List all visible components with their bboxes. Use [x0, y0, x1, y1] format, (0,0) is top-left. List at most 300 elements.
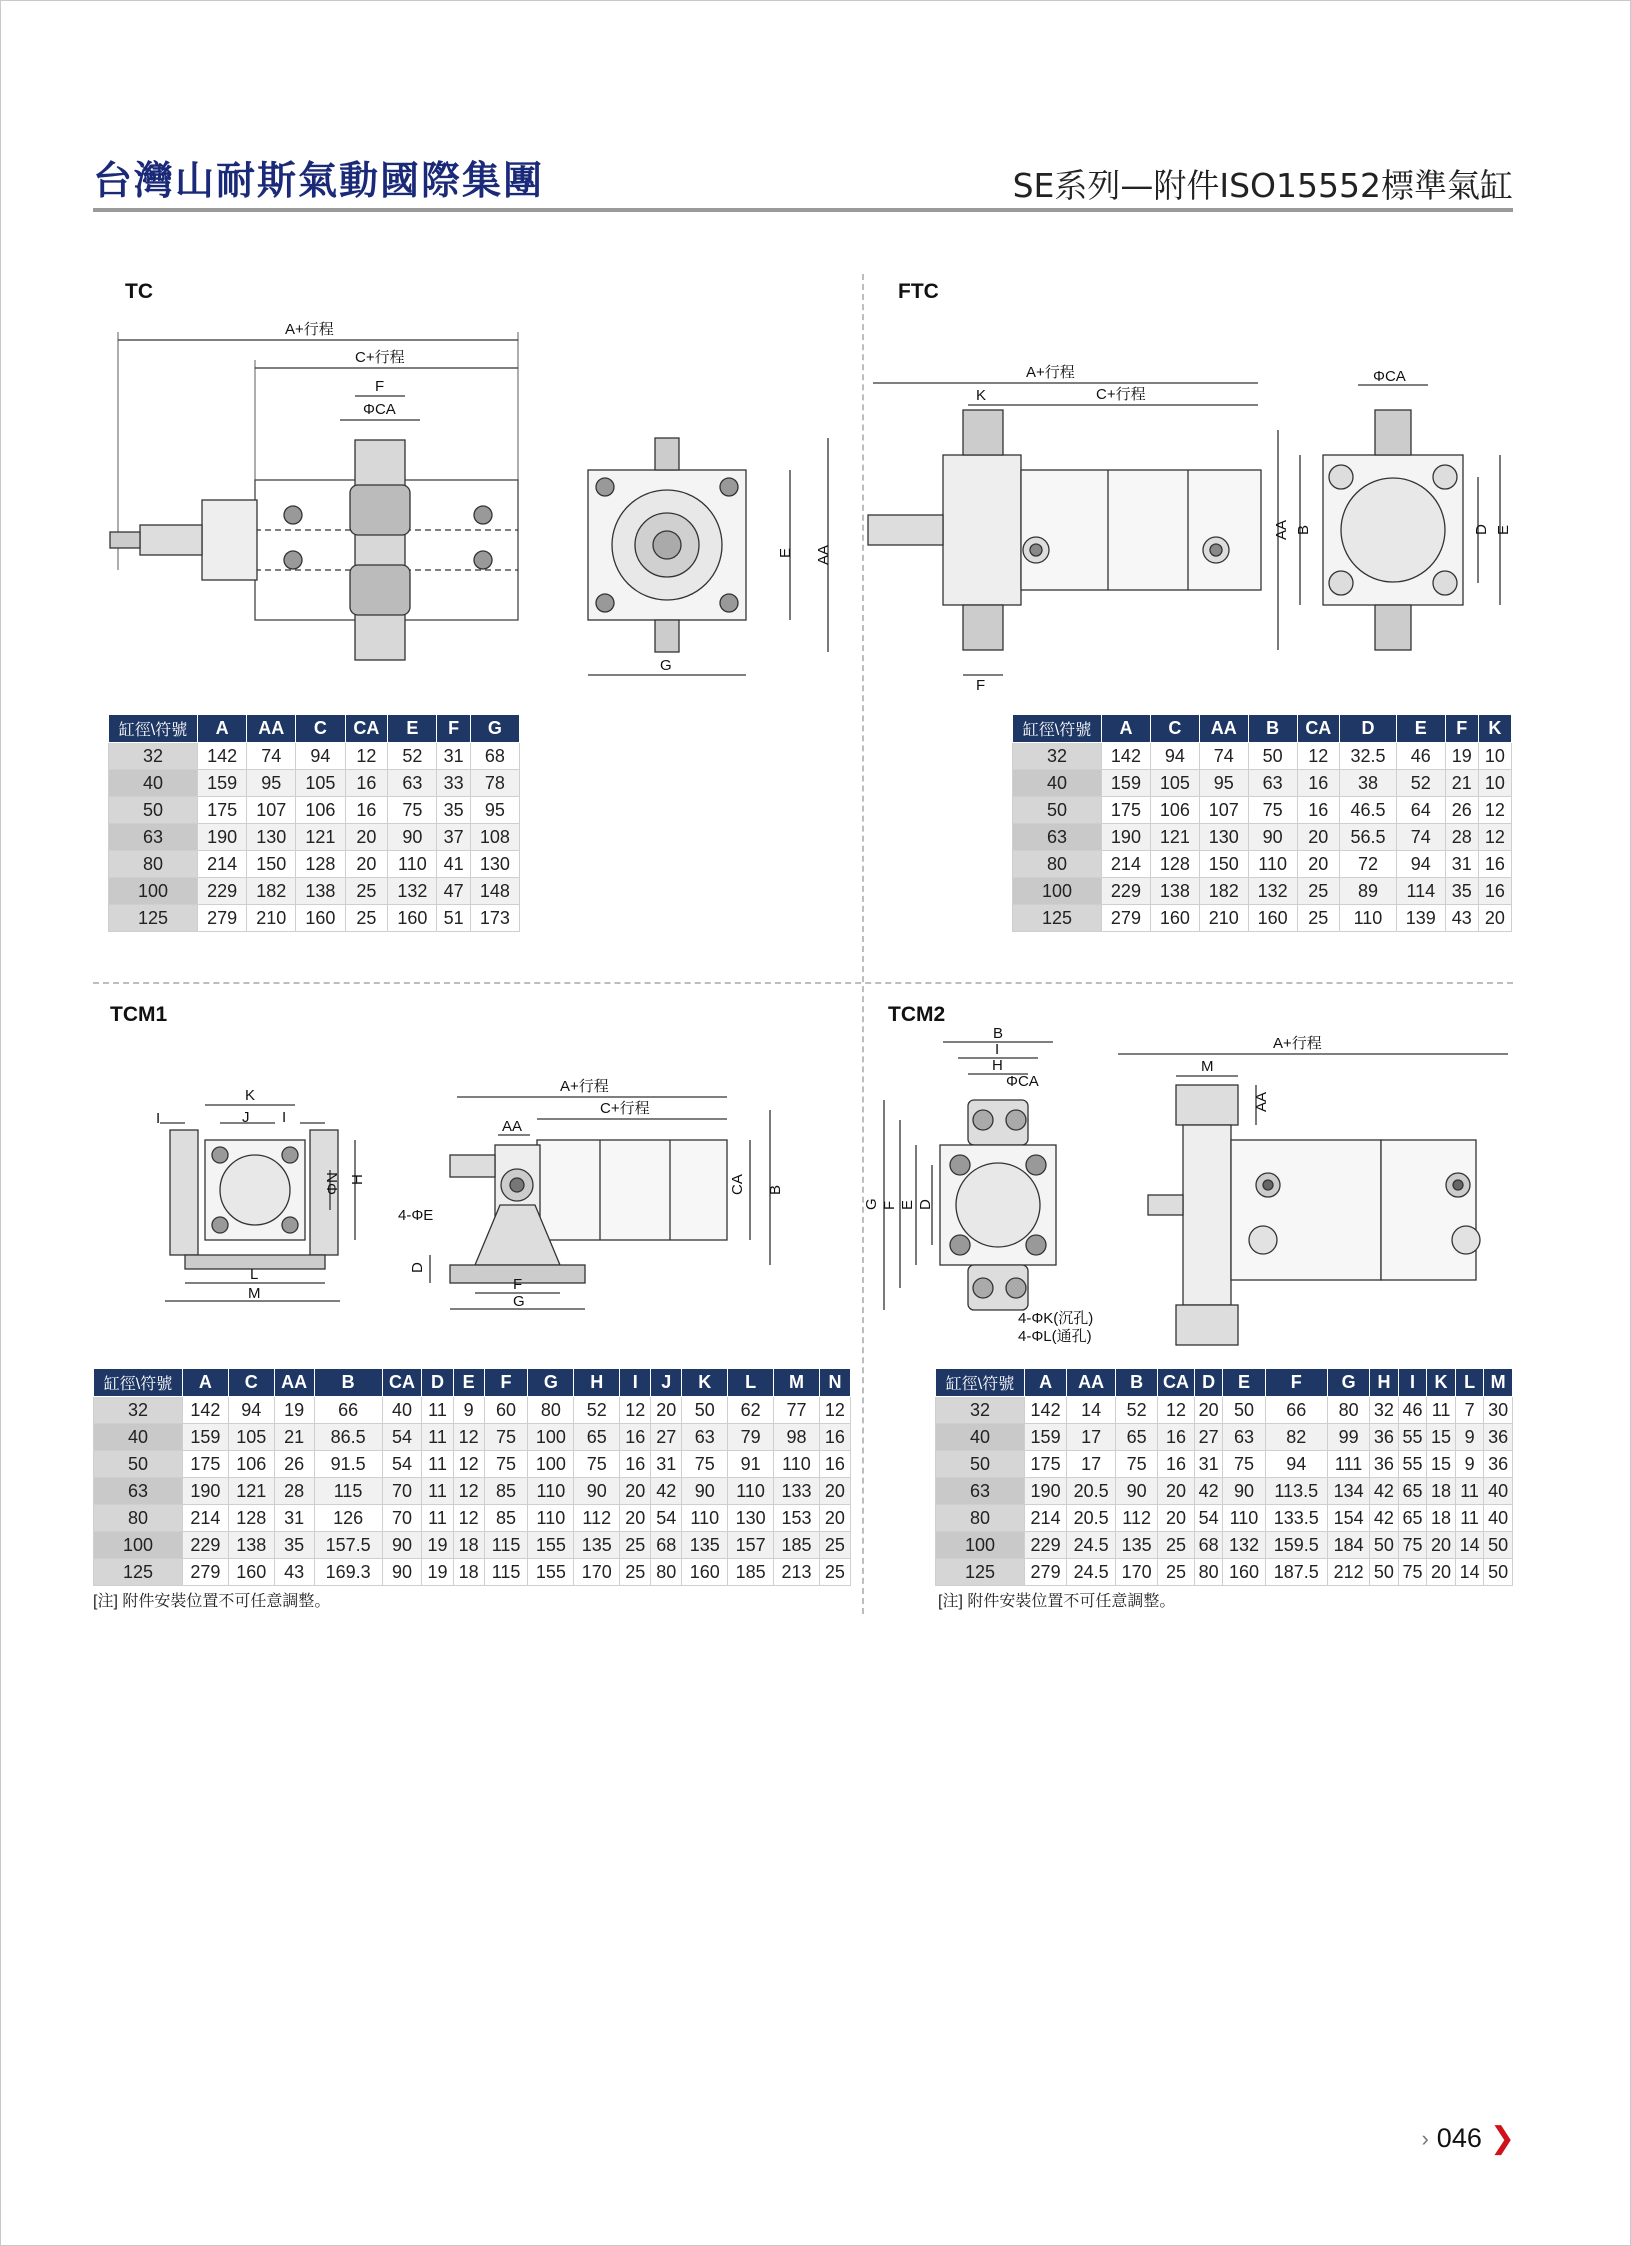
table-cell: 159 [198, 770, 247, 797]
table-cell: 20 [620, 1505, 651, 1532]
table-cell: 63 [1013, 824, 1102, 851]
table-cell: 126 [314, 1505, 382, 1532]
table-cell: 128 [228, 1505, 274, 1532]
table-row [936, 1397, 1513, 1424]
table-cell: 100 [1013, 878, 1102, 905]
table-cell: 110 [528, 1505, 574, 1532]
table-row [1013, 770, 1512, 797]
table-cell: 190 [198, 824, 247, 851]
table-cell: 35 [1445, 878, 1478, 905]
table-cell: 32 [1370, 1397, 1399, 1424]
table-cell: 21 [1445, 770, 1478, 797]
table-cell: 50 [936, 1451, 1025, 1478]
tcm2-label-four-phi-l: 4-ΦL(通孔) [1018, 1328, 1092, 1345]
table-cell: 170 [574, 1559, 620, 1586]
table-cell: 75 [388, 797, 437, 824]
tcm1-label-ca: CA [729, 1174, 746, 1195]
table-cell: 75 [1223, 1451, 1265, 1478]
tcm2-label-phi-ca: ΦCA [1006, 1073, 1039, 1090]
table-cell: 18 [1427, 1478, 1456, 1505]
table-cell: 110 [774, 1451, 820, 1478]
table-cell: 35 [437, 797, 470, 824]
table-header-cell: E [388, 715, 437, 743]
tcm2-label-d: D [917, 1199, 934, 1210]
table-cell: 108 [470, 824, 519, 851]
table-cell: 190 [183, 1478, 229, 1505]
table-cell: 68 [470, 743, 519, 770]
table-cell: 80 [651, 1559, 682, 1586]
section-title-tc: TC [125, 280, 153, 303]
table-cell: 130 [1199, 824, 1248, 851]
table-cell: 52 [388, 743, 437, 770]
table-cell: 46 [1396, 743, 1445, 770]
table-cell: 21 [274, 1424, 314, 1451]
tc-label-g: G [660, 657, 672, 674]
table-row [109, 824, 520, 851]
tcm1-label-phi-n: ΦN [324, 1172, 341, 1195]
table-cell: 31 [274, 1505, 314, 1532]
table-cell: 150 [1199, 851, 1248, 878]
table-cell: 42 [1194, 1478, 1223, 1505]
table-cell: 157.5 [314, 1532, 382, 1559]
table-cell: 68 [1194, 1532, 1223, 1559]
table-header-cell: E [1396, 715, 1445, 743]
table-header-cell: A [1025, 1369, 1067, 1397]
table-cell: 20 [651, 1397, 682, 1424]
table-cell: 125 [936, 1559, 1025, 1586]
table-cell: 26 [1445, 797, 1478, 824]
table-cell: 12 [453, 1451, 484, 1478]
table-cell: 105 [228, 1424, 274, 1451]
table-header-cell: AA [247, 715, 296, 743]
table-cell: 37 [437, 824, 470, 851]
table-row [109, 878, 520, 905]
tcm1-label-i-left: I [156, 1110, 161, 1127]
table-cell: 11 [1427, 1397, 1456, 1424]
table-cell: 47 [437, 878, 470, 905]
table-cell: 68 [651, 1532, 682, 1559]
tcm2-label-aa: AA [1253, 1091, 1270, 1112]
table-cell: 75 [1116, 1451, 1158, 1478]
tcm1-label-k: K [245, 1087, 256, 1104]
table-cell: 279 [1102, 905, 1151, 932]
table-cell: 94 [1150, 743, 1199, 770]
table-cell: 142 [198, 743, 247, 770]
table-header-cell: 缸徑\符號 [94, 1369, 183, 1397]
table-cell: 160 [388, 905, 437, 932]
table-cell: 94 [228, 1397, 274, 1424]
table-cell: 148 [470, 878, 519, 905]
ftc-label-aa: AA [1273, 519, 1290, 540]
table-cell: 51 [437, 905, 470, 932]
table-cell: 159.5 [1265, 1532, 1328, 1559]
table-row [94, 1505, 851, 1532]
table-cell: 20 [1297, 851, 1340, 878]
table-header-cell: F [484, 1369, 528, 1397]
table-cell: 90 [382, 1532, 422, 1559]
table-cell: 16 [345, 770, 388, 797]
tc-label-aa: AA [815, 544, 832, 565]
table-cell: 19 [422, 1559, 453, 1586]
table-row [936, 1424, 1513, 1451]
table-cell: 133.5 [1265, 1505, 1328, 1532]
table-cell: 229 [1025, 1532, 1067, 1559]
table-cell: 19 [1445, 743, 1478, 770]
table-cell: 210 [247, 905, 296, 932]
table-header-cell: 缸徑\符號 [1013, 715, 1102, 743]
table-cell: 111 [1328, 1451, 1370, 1478]
table-row [1013, 743, 1512, 770]
table-cell: 125 [1013, 905, 1102, 932]
table-cell: 115 [314, 1478, 382, 1505]
table-cell: 17 [1067, 1451, 1116, 1478]
table-cell: 25 [1158, 1559, 1195, 1586]
table-cell: 10 [1478, 770, 1511, 797]
tcm1-label-l: L [250, 1266, 259, 1283]
table-cell: 56.5 [1340, 824, 1397, 851]
table-cell: 110 [528, 1478, 574, 1505]
table-cell: 7 [1455, 1397, 1484, 1424]
table-row [109, 743, 520, 770]
ftc-label-a-stroke: A+行程 [1026, 364, 1075, 381]
table-cell: 89 [1340, 878, 1397, 905]
table-cell: 16 [819, 1451, 850, 1478]
table-cell: 50 [94, 1451, 183, 1478]
table-cell: 132 [1248, 878, 1297, 905]
table-header-row [109, 715, 520, 743]
table-cell: 229 [183, 1532, 229, 1559]
table-cell: 18 [453, 1559, 484, 1586]
table-cell: 20 [819, 1505, 850, 1532]
table-cell: 75 [1398, 1532, 1427, 1559]
table-cell: 32 [1013, 743, 1102, 770]
section-title-tcm1: TCM1 [110, 1003, 168, 1026]
table-cell: 229 [198, 878, 247, 905]
table-cell: 175 [1025, 1451, 1067, 1478]
table-row [109, 851, 520, 878]
table-cell: 75 [1398, 1559, 1427, 1586]
section-title-tcm2: TCM2 [888, 1003, 946, 1026]
table-cell: 157 [728, 1532, 774, 1559]
tcm2-label-f: F [881, 1200, 898, 1210]
ftc-label-k: K [976, 387, 987, 404]
table-cell: 70 [382, 1478, 422, 1505]
table-cell: 55 [1398, 1451, 1427, 1478]
table-cell: 74 [1396, 824, 1445, 851]
tcm1-label-f: F [513, 1276, 523, 1293]
table-cell: 138 [1150, 878, 1199, 905]
table-header-cell: N [819, 1369, 850, 1397]
table-cell: 50 [1248, 743, 1297, 770]
tc-table [108, 714, 520, 932]
table-cell: 185 [728, 1559, 774, 1586]
table-cell: 16 [1297, 770, 1340, 797]
table-header-cell: L [1455, 1369, 1484, 1397]
tc-label-e: E [777, 547, 794, 558]
table-cell: 15 [1427, 1451, 1456, 1478]
table-cell: 110 [1223, 1505, 1265, 1532]
table-cell: 100 [109, 878, 198, 905]
table-header-cell: A [198, 715, 247, 743]
table-header-cell: I [620, 1369, 651, 1397]
table-cell: 12 [1158, 1397, 1195, 1424]
table-cell: 100 [94, 1532, 183, 1559]
table-cell: 16 [620, 1424, 651, 1451]
table-cell: 50 [1370, 1532, 1399, 1559]
table-cell: 160 [1248, 905, 1297, 932]
table-cell: 33 [437, 770, 470, 797]
table-header-cell: F [437, 715, 470, 743]
table-cell: 153 [774, 1505, 820, 1532]
table-cell: 115 [484, 1532, 528, 1559]
table-cell: 9 [453, 1397, 484, 1424]
horizontal-divider [93, 982, 1513, 984]
table-cell: 135 [682, 1532, 728, 1559]
table-cell: 185 [774, 1532, 820, 1559]
table-header-cell: F [1445, 715, 1478, 743]
table-header-cell: 缸徑\符號 [109, 715, 198, 743]
table-cell: 20 [345, 824, 388, 851]
table-cell: 20 [1194, 1397, 1223, 1424]
table-cell: 80 [109, 851, 198, 878]
table-row [1013, 905, 1512, 932]
tcm2-label-i: I [995, 1041, 1000, 1058]
table-cell: 175 [183, 1451, 229, 1478]
table-cell: 20.5 [1067, 1505, 1116, 1532]
table-cell: 80 [1013, 851, 1102, 878]
table-cell: 70 [382, 1505, 422, 1532]
table-cell: 11 [422, 1424, 453, 1451]
table-cell: 169.3 [314, 1559, 382, 1586]
table-cell: 31 [651, 1451, 682, 1478]
table-cell: 90 [1223, 1478, 1265, 1505]
table-cell: 19 [422, 1532, 453, 1559]
table-cell: 14 [1067, 1397, 1116, 1424]
table-cell: 63 [1248, 770, 1297, 797]
page-number [1421, 2121, 1515, 2156]
table-cell: 12 [620, 1397, 651, 1424]
tcm1-label-aa: AA [502, 1118, 523, 1135]
table-cell: 85 [484, 1505, 528, 1532]
tcm1-table [93, 1368, 851, 1586]
table-cell: 25 [345, 878, 388, 905]
table-row [109, 770, 520, 797]
table-row [94, 1424, 851, 1451]
table-cell: 38 [1340, 770, 1397, 797]
table-cell: 50 [1484, 1559, 1513, 1586]
table-cell: 135 [1116, 1532, 1158, 1559]
table-cell: 95 [1199, 770, 1248, 797]
table-cell: 187.5 [1265, 1559, 1328, 1586]
tc-drawing [100, 310, 840, 690]
table-cell: 27 [651, 1424, 682, 1451]
table-cell: 128 [296, 851, 345, 878]
table-cell: 80 [936, 1505, 1025, 1532]
table-header-cell: H [1370, 1369, 1399, 1397]
table-cell: 98 [774, 1424, 820, 1451]
tcm2-label-g: G [863, 1198, 880, 1210]
table-cell: 32 [936, 1397, 1025, 1424]
table-cell: 16 [1158, 1424, 1195, 1451]
table-cell: 31 [1445, 851, 1478, 878]
table-cell: 54 [382, 1451, 422, 1478]
table-row [94, 1478, 851, 1505]
table-cell: 25 [1158, 1532, 1195, 1559]
tcm1-label-d: D [409, 1262, 426, 1273]
table-cell: 55 [1398, 1424, 1427, 1451]
table-cell: 16 [819, 1424, 850, 1451]
table-cell: 20 [1427, 1559, 1456, 1586]
table-cell: 110 [728, 1478, 774, 1505]
table-cell: 80 [528, 1397, 574, 1424]
table-cell: 25 [620, 1559, 651, 1586]
table-cell: 132 [1223, 1532, 1265, 1559]
brand-title: 台灣山耐斯氣動國際集團 [93, 159, 545, 204]
table-row [94, 1559, 851, 1586]
table-cell: 41 [437, 851, 470, 878]
table-cell: 60 [484, 1397, 528, 1424]
ftc-label-phi-ca: ΦCA [1373, 368, 1406, 385]
table-cell: 43 [274, 1559, 314, 1586]
table-cell: 63 [936, 1478, 1025, 1505]
table-cell: 214 [198, 851, 247, 878]
table-header-cell: CA [345, 715, 388, 743]
ftc-drawing [868, 355, 1518, 695]
table-cell: 173 [470, 905, 519, 932]
chevron-right-icon: › [1421, 2125, 1429, 2151]
table-cell: 190 [1102, 824, 1151, 851]
table-header-cell: D [422, 1369, 453, 1397]
table-cell: 112 [1116, 1505, 1158, 1532]
table-cell: 28 [1445, 824, 1478, 851]
table-cell: 95 [470, 797, 519, 824]
tcm1-label-i-right: I [282, 1109, 287, 1126]
table-cell: 20 [1158, 1478, 1195, 1505]
ftc-label-d: D [1473, 524, 1490, 535]
table-cell: 279 [198, 905, 247, 932]
tc-label-c-stroke-text: C+行程 [355, 349, 405, 366]
table-cell: 50 [1223, 1397, 1265, 1424]
table-cell: 130 [247, 824, 296, 851]
table-cell: 15 [1427, 1424, 1456, 1451]
table-cell: 160 [1150, 905, 1199, 932]
table-cell: 11 [422, 1451, 453, 1478]
table-cell: 43 [1445, 905, 1478, 932]
table-cell: 184 [1328, 1532, 1370, 1559]
table-cell: 16 [345, 797, 388, 824]
table-cell: 50 [682, 1397, 728, 1424]
table-cell: 99 [1328, 1424, 1370, 1451]
table-cell: 26 [274, 1451, 314, 1478]
table-cell: 63 [109, 824, 198, 851]
table-cell: 12 [453, 1505, 484, 1532]
table-row [94, 1532, 851, 1559]
table-header-cell: CA [382, 1369, 422, 1397]
table-header-cell: A [1102, 715, 1151, 743]
table-cell: 100 [528, 1451, 574, 1478]
table-cell: 32.5 [1340, 743, 1397, 770]
table-cell: 42 [1370, 1505, 1399, 1532]
table-cell: 160 [228, 1559, 274, 1586]
table-cell: 36 [1484, 1424, 1513, 1451]
table-header-row [936, 1369, 1513, 1397]
table-cell: 113.5 [1265, 1478, 1328, 1505]
table-cell: 114 [1396, 878, 1445, 905]
table-cell: 66 [1265, 1397, 1328, 1424]
tcm2-label-h: H [992, 1057, 1003, 1074]
table-cell: 25 [620, 1532, 651, 1559]
table-cell: 25 [819, 1559, 850, 1586]
tcm1-label-g: G [513, 1293, 525, 1310]
table-cell: 90 [388, 824, 437, 851]
table-cell: 12 [1478, 824, 1511, 851]
table-cell: 75 [574, 1451, 620, 1478]
table-header-cell: C [1150, 715, 1199, 743]
table-cell: 31 [437, 743, 470, 770]
table-cell: 63 [1223, 1424, 1265, 1451]
table-cell: 80 [1328, 1397, 1370, 1424]
table-cell: 106 [296, 797, 345, 824]
table-cell: 100 [936, 1532, 1025, 1559]
table-row [936, 1478, 1513, 1505]
ftc-label-c-stroke: C+行程 [1096, 386, 1146, 403]
table-cell: 40 [382, 1397, 422, 1424]
table-cell: 279 [183, 1559, 229, 1586]
table-cell: 155 [528, 1559, 574, 1586]
tcm1-drawing [130, 1055, 830, 1315]
table-cell: 150 [247, 851, 296, 878]
table-header-cell: B [314, 1369, 382, 1397]
table-cell: 50 [1013, 797, 1102, 824]
table-header-cell: K [1427, 1369, 1456, 1397]
table-cell: 20 [1427, 1532, 1456, 1559]
table-row [1013, 878, 1512, 905]
table-cell: 94 [1396, 851, 1445, 878]
table-cell: 182 [1199, 878, 1248, 905]
table-cell: 31 [1194, 1451, 1223, 1478]
table-cell: 155 [528, 1532, 574, 1559]
vertical-divider [862, 274, 864, 1614]
table-cell: 125 [94, 1559, 183, 1586]
table-header-row [1013, 715, 1512, 743]
table-cell: 50 [1370, 1559, 1399, 1586]
tcm1-label-four-phi-e: 4-ΦE [398, 1207, 434, 1224]
table-cell: 79 [728, 1424, 774, 1451]
table-cell: 27 [1194, 1424, 1223, 1451]
table-cell: 12 [453, 1478, 484, 1505]
tcm2-label-b: B [993, 1025, 1004, 1042]
table-cell: 18 [453, 1532, 484, 1559]
tcm2-label-m: M [1201, 1058, 1214, 1075]
table-cell: 182 [247, 878, 296, 905]
table-cell: 170 [1116, 1559, 1158, 1586]
table-cell: 229 [1102, 878, 1151, 905]
table-cell: 54 [1194, 1505, 1223, 1532]
table-cell: 112 [574, 1505, 620, 1532]
table-cell: 106 [228, 1451, 274, 1478]
table-header-cell: AA [1199, 715, 1248, 743]
table-cell: 36 [1484, 1451, 1513, 1478]
tcm1-label-m: M [248, 1285, 261, 1302]
tc-label-a-stroke: A+行程 [285, 321, 334, 338]
table-cell: 65 [1398, 1478, 1427, 1505]
table-cell: 110 [388, 851, 437, 878]
table-row [94, 1451, 851, 1478]
table-header-row [94, 1369, 851, 1397]
table-cell: 214 [1102, 851, 1151, 878]
ftc-label-f: F [976, 677, 986, 694]
tcm2-label-four-phi-k: 4-ΦK(沉孔) [1018, 1310, 1094, 1327]
